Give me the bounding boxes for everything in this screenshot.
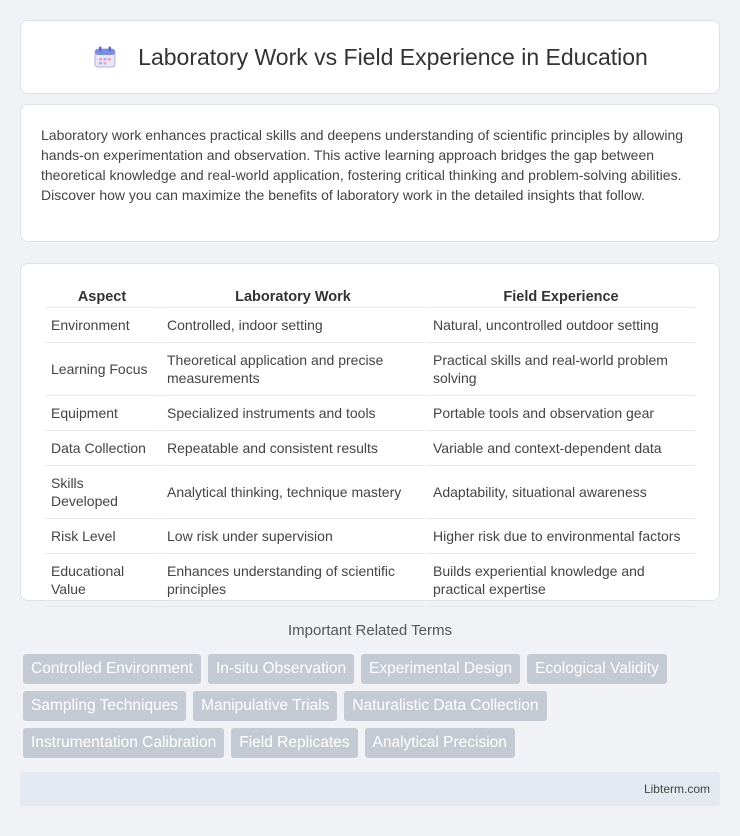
cell-aspect: Skills Developed <box>45 466 159 519</box>
related-term-tag[interactable]: Instrumentation Calibration <box>23 728 224 758</box>
related-term-tag[interactable]: Manipulative Trials <box>193 691 337 721</box>
table-row <box>45 554 695 607</box>
footer-site-link[interactable]: Libterm.com <box>643 782 710 796</box>
cell-aspect: Educational Value <box>45 554 159 607</box>
cell-aspect: Learning Focus <box>45 343 159 396</box>
cell-aspect: Data Collection <box>45 431 159 466</box>
cell-field: Higher risk due to environmental factors <box>427 519 695 554</box>
cell-field: Natural, uncontrolled outdoor setting <box>427 308 695 343</box>
related-term-tag[interactable]: Naturalistic Data Collection <box>344 691 546 721</box>
cell-field: Portable tools and observation gear <box>427 396 695 431</box>
cell-laboratory: Theoretical application and precise measurements <box>161 343 425 396</box>
cell-laboratory: Controlled, indoor setting <box>161 308 425 343</box>
related-terms-list <box>23 654 723 758</box>
related-term-tag[interactable]: Experimental Design <box>361 654 520 684</box>
cell-laboratory: Enhances understanding of scientific principles <box>161 554 425 607</box>
related-terms-title: Important Related Terms <box>288 622 452 639</box>
related-term-tag[interactable]: Controlled Environment <box>23 654 201 684</box>
related-term-tag[interactable]: Field Replicates <box>231 728 357 758</box>
cell-aspect: Equipment <box>45 396 159 431</box>
table-row <box>45 519 695 554</box>
intro-text: Laboratory work enhances practical skills and deepens understanding of scientific principles by allowing hands-on experimentation and observation. This active learning approach bridges the gap between theoretical knowledge and real-world application, fostering critical thinking and problem-solving abilities. Discover how you can maximize the benefits of laboratory work in the detailed insights that follow. <box>41 127 684 203</box>
footer <box>20 772 720 806</box>
cell-aspect: Environment <box>45 308 159 343</box>
page-title: Laboratory Work vs Field Experience in Education <box>138 43 648 70</box>
header-laboratory-work: Laboratory Work <box>161 286 425 308</box>
table-row <box>45 343 695 396</box>
header-card <box>20 20 720 94</box>
related-term-tag[interactable]: Sampling Techniques <box>23 691 186 721</box>
cell-aspect: Risk Level <box>45 519 159 554</box>
calendar-icon <box>92 44 118 70</box>
comparison-card <box>20 263 720 601</box>
table-header-row <box>45 286 695 308</box>
cell-field: Adaptability, situational awareness <box>427 466 695 519</box>
cell-laboratory: Low risk under supervision <box>161 519 425 554</box>
cell-field: Variable and context-dependent data <box>427 431 695 466</box>
cell-laboratory: Analytical thinking, technique mastery <box>161 466 425 519</box>
table-row <box>45 466 695 519</box>
title-wrap <box>92 44 648 71</box>
intro-card <box>20 104 720 242</box>
table-row <box>45 431 695 466</box>
header-field-experience: Field Experience <box>427 286 695 308</box>
cell-laboratory: Repeatable and consistent results <box>161 431 425 466</box>
related-term-tag[interactable]: In-situ Observation <box>208 654 354 684</box>
comparison-table <box>43 286 697 607</box>
table-row <box>45 396 695 431</box>
related-term-tag[interactable]: Ecological Validity <box>527 654 667 684</box>
cell-field: Practical skills and real-world problem solving <box>427 343 695 396</box>
cell-field: Builds experiential knowledge and practical expertise <box>427 554 695 607</box>
related-term-tag[interactable]: Analytical Precision <box>365 728 515 758</box>
header-aspect: Aspect <box>45 286 159 308</box>
table-row <box>45 308 695 343</box>
cell-laboratory: Specialized instruments and tools <box>161 396 425 431</box>
